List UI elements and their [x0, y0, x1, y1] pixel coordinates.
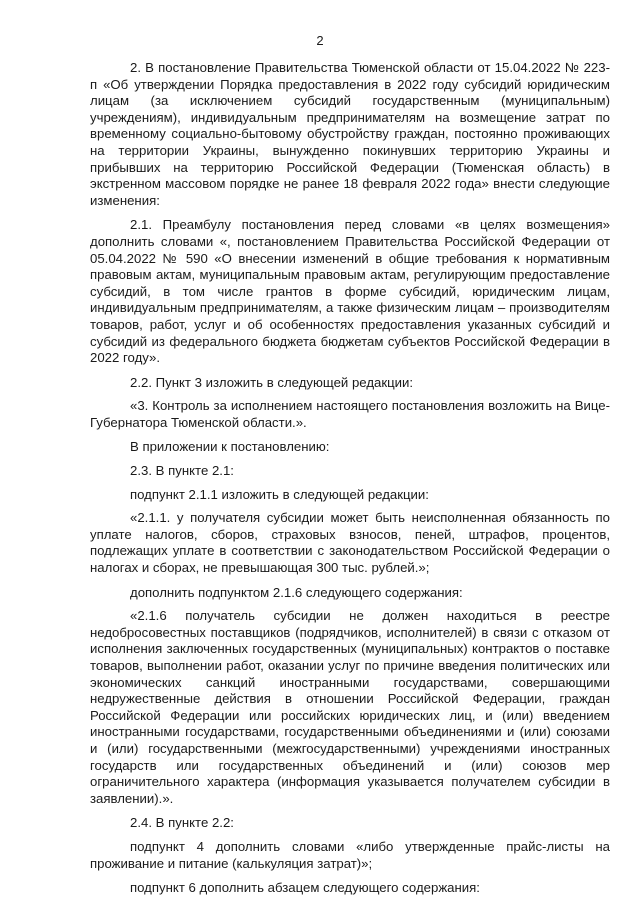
- document-body: [90, 60, 610, 904]
- paragraph-quote-2-1-6: «2.1.6 получатель субсидии не должен находиться в реестре недобросовестных поставщиков (подрядчиков, исполнителей) в связи с отказом от исполнения заключенных государственных (муниципальных) контрактов о поставке товаров, выполнении работ, оказании услуг по причине введения политических или экономических санкций иностранными государствами, совершающими недружественные действия в отношении Российской Федерации, граждан Российской Федерации или российских юридических лиц, и (или) введением иностранными государствами, государственными объединениями и (или) союзами и (или) государственными (межгосударственными) учреждениями иностранных государств или государственных объединений и (или) союзов мер ограничительного характера (информация указывается получателем субсидии в заявлении).».: [90, 608, 610, 806]
- paragraph-appendix-intro: В приложении к постановлению:: [130, 439, 330, 455]
- paragraph-subitem-6: подпункт 6 дополнить абзацем следующего содержания:: [130, 880, 480, 896]
- page-number: 2: [316, 33, 324, 48]
- paragraph-subitem-4: подпункт 4 дополнить словами «либо утвержденные прайс-листы на проживание и питание (калькуляция затрат)»;: [90, 838, 610, 871]
- paragraph-2-2: 2.2. Пункт 3 изложить в следующей редакции:: [130, 374, 414, 390]
- paragraph-2-3: 2.3. В пункте 2.1:: [130, 463, 234, 479]
- paragraph-2: 2. В постановление Правительства Тюменской области от 15.04.2022 № 223-п «Об утверждении Порядка предоставления в 2022 году субсидий юридическим лицам (за исключением субсидий государственным (муниципальным) учреждениям), индивидуальным предпринимателям на возмещение затрат по временному социально-бытовому обустройству граждан, постоянно проживающих на территории Украины, вынужденно покинувших территорию Украины и прибывших на территорию Российской Федерации (Тюменская область) в экстренном массовом порядке не ранее 18 февраля 2022 года» внести следующие изменения:: [90, 60, 610, 208]
- paragraph-subitem-2-1-1-intro: подпункт 2.1.1 изложить в следующей редакции:: [130, 486, 429, 502]
- paragraph-quote-3: «3. Контроль за исполнением настоящего постановления возложить на Вице-Губернатора Тюменской области.».: [90, 398, 610, 430]
- paragraph-quote-2-1-1: «2.1.1. у получателя субсидии может быть неисполненная обязанность по уплате налогов, сборов, страховых взносов, пеней, штрафов, процентов, подлежащих уплате в соответствии с законодательством Российской Федерации о налогах и сборах, не превышающая 300 тыс. рублей.»;: [90, 510, 610, 576]
- paragraph-2-1: 2.1. Преамбулу постановления перед словами «в целях возмещения» дополнить словами «, постановлением Правительства Российской Федерации от 05.04.2022 № 590 «О внесении изменений в общие требования к нормативным правовым актам, муниципальным правовым актам, регулирующим предоставление субсидий, в том числе грантов в форме субсидий, юридическим лицам, индивидуальным предпринимателям, а также физическим лицам – производителям товаров, работ, услуг и об особенностях предоставления указанных субсидий и субсидий из федерального бюджета бюджетам субъектов Российской Федерации в 2022 году».: [90, 217, 610, 366]
- paragraph-2-4: 2.4. В пункте 2.2:: [130, 815, 234, 831]
- paragraph-subitem-2-1-6-intro: дополнить подпунктом 2.1.6 следующего содержания:: [130, 584, 463, 600]
